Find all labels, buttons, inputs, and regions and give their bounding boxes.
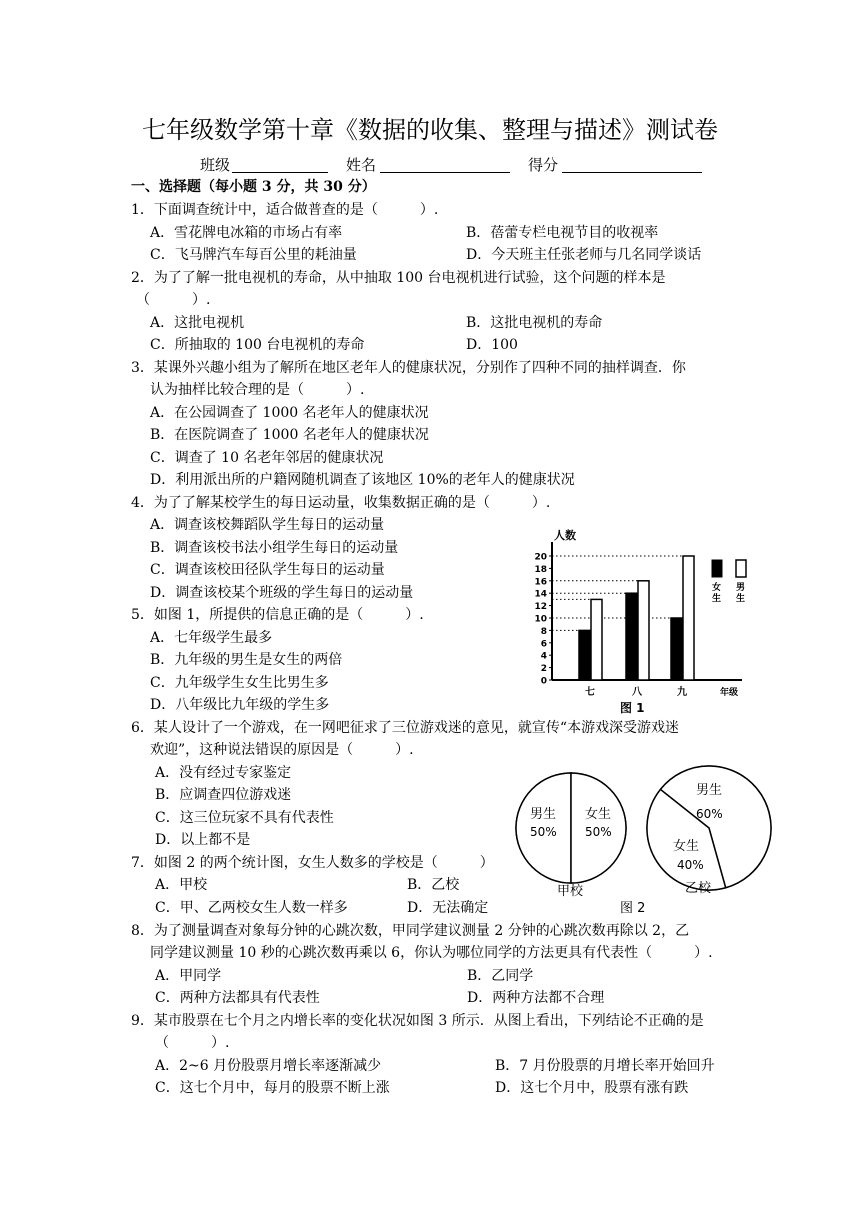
section-heading: 一、选择题（每小题 3 分，共 30 分） <box>131 179 376 195</box>
legend-label-female: 女生 <box>712 583 722 604</box>
pie-a-boy-pct: 50% <box>530 825 557 839</box>
question-1-stem: 1．下面调查统计中，适合做普查的是（ ）. <box>131 202 439 218</box>
question-2-option-c[interactable]: C．所抽取的 100 台电视机的寿命 <box>150 337 365 353</box>
question-7-option-c[interactable]: C．甲、乙两校女生人数一样多 <box>155 900 348 916</box>
y-tick-label: 2 <box>540 664 547 675</box>
name-field[interactable] <box>380 172 510 173</box>
question-2-option-a[interactable]: A．这批电视机 <box>150 315 245 331</box>
question-7-stem: 7．如图 2 的两个统计图，女生人数多的学校是（ ） <box>131 855 494 871</box>
pie-a-girl-label: 女生 <box>585 807 612 822</box>
question-6-option-a[interactable]: A．没有经过专家鉴定 <box>155 765 292 781</box>
y-tick-label: 8 <box>540 626 547 637</box>
question-6-stem: 6．某人设计了一个游戏，在一网吧征求了三位游戏迷的意见，就宣传“本游戏深受游戏迷 <box>131 720 680 736</box>
legend-swatch-male <box>736 560 746 577</box>
page-title: 七年级数学第十章《数据的收集、整理与描述》测试卷 <box>142 116 718 144</box>
pie-a-boy-label: 男生 <box>530 807 557 822</box>
x-category-label: 七 <box>585 687 595 698</box>
x-category-label: 九 <box>677 687 687 698</box>
question-4-option-b[interactable]: B．调查该校书法小组学生每日的运动量 <box>150 540 399 556</box>
pie-b-boy-pct: 60% <box>696 807 723 821</box>
question-3-stem-cont: 认为抽样比较合理的是（ ）. <box>150 382 365 398</box>
question-9-option-d[interactable]: D．这七个月中，股票有涨有跌 <box>495 1080 689 1096</box>
question-2-option-d[interactable]: D．100 <box>466 337 518 353</box>
question-2-option-b[interactable]: B．这批电视机的寿命 <box>466 315 603 331</box>
question-8-option-d[interactable]: D．两种方法都不合理 <box>467 990 605 1006</box>
y-tick-label: 16 <box>534 577 547 588</box>
question-1-option-a[interactable]: A．雪花牌电冰箱的市场占有率 <box>150 225 343 241</box>
figure-1-caption: 图 1 <box>620 701 645 715</box>
score-label: 得分 <box>528 156 559 174</box>
pie-a-title: 甲校 <box>557 884 584 899</box>
y-tick-label: 18 <box>534 564 547 575</box>
question-5-option-c[interactable]: C．九年级学生女生比男生多 <box>150 675 329 691</box>
question-8-option-a[interactable]: A．甲同学 <box>155 968 222 984</box>
y-tick-label: 0 <box>540 676 547 687</box>
question-1-option-b[interactable]: B．蓓蕾专栏电视节目的收视率 <box>466 225 659 241</box>
question-9-option-a[interactable]: A．2~6 月份股票月增长率逐渐减少 <box>155 1058 382 1074</box>
question-7-option-a[interactable]: A．甲校 <box>155 877 208 893</box>
bar-female-8 <box>626 593 637 680</box>
question-6-option-b[interactable]: B．应调查四位游戏迷 <box>155 787 292 803</box>
question-8-stem-cont: 同学建议测量 10 秒的心跳次数再乘以 6，你认为哪位同学的方法更具有代表性（ ）. <box>150 945 713 961</box>
bar-female-9 <box>671 618 682 680</box>
legend-label-male: 男生 <box>736 583 746 604</box>
question-9-option-b[interactable]: B．7 月份股票的月增长率开始回升 <box>495 1058 715 1074</box>
question-5-stem: 5．如图 1，所提供的信息正确的是（ ）. <box>131 607 424 623</box>
pie-chart-school-a <box>516 773 626 899</box>
y-axis-label: 人数 <box>554 529 576 542</box>
question-1-option-d[interactable]: D．今天班主任张老师与几名同学谈话 <box>466 247 702 263</box>
question-8-stem: 8．为了测量调查对象每分钟的心跳次数，甲同学建议测量 2 分钟的心跳次数再除以 2，乙 <box>131 923 690 939</box>
pie-a-girl-pct: 50% <box>585 825 612 839</box>
legend-swatch-female <box>712 560 722 577</box>
figure-1-bar-chart <box>530 528 770 718</box>
pie-b-title: 乙校 <box>685 881 712 896</box>
question-8-option-c[interactable]: C．两种方法都具有代表性 <box>155 990 320 1006</box>
name-label: 姓名 <box>346 156 377 174</box>
question-1-option-c[interactable]: C．飞马牌汽车每百公里的耗油量 <box>150 247 357 263</box>
y-tick-label: 14 <box>534 589 547 600</box>
question-4-option-a[interactable]: A．调查该校舞蹈队学生每日的运动量 <box>150 517 385 533</box>
figure-2-pie-charts <box>510 762 780 920</box>
question-9-stem: 9．某市股票在七个月之内增长率的变化状况如图 3 所示．从图上看出，下列结论不正确的是 <box>131 1013 704 1029</box>
pie-b-girl-label: 女生 <box>673 839 700 854</box>
x-category-label: 八 <box>632 687 642 698</box>
y-tick-label: 6 <box>540 639 547 650</box>
question-7-option-b[interactable]: B．乙校 <box>407 877 460 893</box>
y-tick-label: 12 <box>534 602 547 613</box>
question-4-option-d[interactable]: D．调查该校某个班级的学生每日的运动量 <box>150 585 414 601</box>
question-2-stem: 2．为了了解一批电视机的寿命，从中抽取 100 台电视机进行试验，这个问题的样本是 <box>131 270 666 286</box>
question-6-stem-cont: 欢迎”，这种说法错误的原因是（ ）. <box>150 742 414 758</box>
class-field[interactable] <box>232 172 328 173</box>
question-3-option-c[interactable]: C．调查了 10 名老年邻居的健康状况 <box>150 450 384 466</box>
question-3-option-b[interactable]: B．在医院调查了 1000 名老年人的健康状况 <box>150 427 429 443</box>
question-6-option-d[interactable]: D．以上都不是 <box>155 832 251 848</box>
pie-b-boy-label: 男生 <box>696 783 723 798</box>
question-8-option-b[interactable]: B．乙同学 <box>467 968 534 984</box>
question-4-stem: 4．为了了解某校学生的每日运动量，收集数据正确的是（ ）. <box>131 495 551 511</box>
y-tick-label: 20 <box>534 552 547 563</box>
question-2-stem-cont: （ ）. <box>136 292 211 308</box>
question-5-option-d[interactable]: D．八年级比九年级的学生多 <box>150 697 330 713</box>
question-6-option-c[interactable]: C．这三位玩家不具有代表性 <box>155 810 334 826</box>
bar-male-9 <box>683 556 694 680</box>
question-3-option-d[interactable]: D．利用派出所的户籍网随机调查了该地区 10%的老年人的健康状况 <box>150 472 575 488</box>
question-5-option-a[interactable]: A．七年级学生最多 <box>150 630 273 646</box>
y-tick-label: 4 <box>540 651 547 662</box>
question-3-stem: 3．某课外兴趣小组为了解所在地区老年人的健康状况，分别作了四种不同的抽样调查．你 <box>131 360 686 376</box>
bar-female-7 <box>579 630 590 680</box>
x-axis-label: 年级 <box>720 688 739 698</box>
question-9-option-c[interactable]: C．这七个月中，每月的股票不断上涨 <box>155 1080 390 1096</box>
question-7-option-d[interactable]: D．无法确定 <box>407 900 489 916</box>
bar-male-7 <box>591 599 602 680</box>
class-label: 班级 <box>200 156 231 174</box>
figure-2-caption: 图 2 <box>620 901 646 916</box>
score-field[interactable] <box>562 172 702 173</box>
question-5-option-b[interactable]: B．九年级的男生是女生的两倍 <box>150 652 343 668</box>
question-9-stem-cont: （ ）. <box>155 1035 230 1051</box>
question-3-option-a[interactable]: A．在公园调查了 1000 名老年人的健康状况 <box>150 405 429 421</box>
bar-male-8 <box>638 581 649 680</box>
pie-chart-school-b <box>647 766 771 896</box>
question-4-option-c[interactable]: C．调查该校田径队学生每日的运动量 <box>150 562 385 578</box>
pie-b-girl-pct: 40% <box>677 858 704 872</box>
y-tick-label: 10 <box>534 614 547 625</box>
